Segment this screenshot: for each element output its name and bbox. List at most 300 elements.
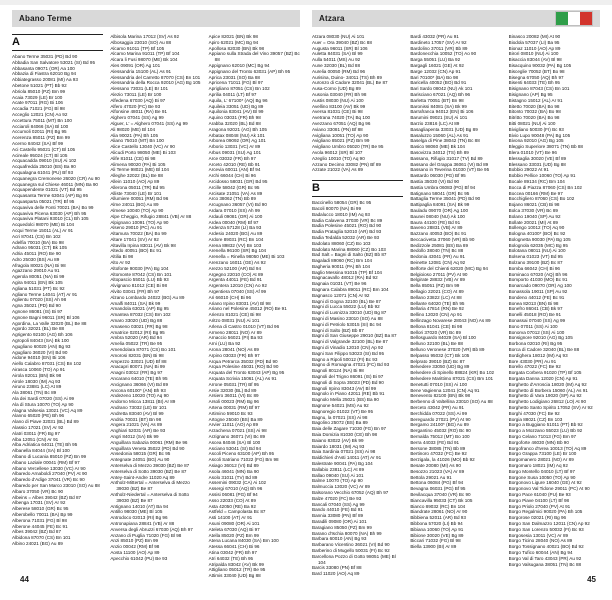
index-entry: Ali 98020 (ME) Bl 104 (110, 126, 156, 132)
index-entry: Bellino 12020 (CN) Ap 91 (410, 312, 463, 318)
index-entry: Alzano Lombardo 24022 (BG) Au 89 (110, 294, 185, 300)
index-entry: Bagnoli di Sopra 35023 (PD) Bd 90 (312, 379, 384, 385)
index-entry: Barcis 33080 (PN) Bf 88 (312, 565, 362, 571)
index-entry: Auronzo di Cadore 32041 (BL) Be 87 (312, 80, 388, 86)
index-entry: Arcisate 21051 (VA) As 89 (208, 190, 263, 196)
index-entry: Bivio Lupo 90048 (PA) Bg 105 (508, 132, 571, 138)
index-entry: Borgomaro 18021 (IM) Aq 92 (508, 462, 568, 468)
index-entry: Alvignano 81012 (CE) Bi 98 (110, 283, 168, 289)
index-entry: Belluno Veronese 37020 (VR) Bb 89 (410, 347, 485, 353)
index-entry: Baura 44100 (FE) Bd 91 (410, 219, 461, 225)
index-entry: Aprilia 04011 (LT) Bf 97 (208, 91, 257, 97)
index-entry: Abbazia di Fiastra 62010 Bg 94 (12, 71, 77, 77)
index-entry: Bitritto 70020 (BA) Bo 98 (508, 115, 560, 121)
index-entry: Blessaglia 30020 (VE) Bf 89 (508, 155, 567, 161)
index-entry: Acquapendente 01021 (VT) Bd 95 (12, 187, 82, 193)
index-entry: Borgo Val di Taro 43043 (PR) Au 92 (508, 555, 582, 561)
index-entry: Bagnolo in Piano 42011 (RE) Bb 91 (312, 391, 385, 397)
index-entry: Bolano 19040 (SP) Au 92 (508, 213, 561, 219)
index-entry: Baccinello 58054 (GR) Bc 95 (312, 200, 372, 206)
index-entry: Arzignano 36071 (VI) Bc 89 (208, 433, 266, 439)
index-entry: Bagni di Lusnizza 33010 (UD) Bg 87 (312, 310, 387, 316)
index-entry: Aune 32030 (BL) Bd 88 (312, 62, 361, 68)
index-entry: Anzi 85010 (PZ) Bm 99 (110, 538, 159, 544)
index-entry: Arezzo 52100 (AR) Bd 94 (208, 265, 262, 271)
index-entry: Aiello Calabro 87031 (CS) Bn 102 (12, 361, 82, 367)
index-entry: Acquaviva Picena 63030 (AP) Bh 95 (12, 210, 87, 216)
index-entry: Borgo Pace 61040 (PU) Be 93 (508, 491, 571, 497)
index-entry: Ari 66010 (CH) Bi 96 (208, 294, 252, 300)
index-entry: Bellosguardo 84029 (SA) Bl 100 (410, 335, 476, 341)
index-entry: Altopascio 55011 (LU) Bb 93 (110, 277, 169, 283)
index-entry: Adro 25030 (BS) Au 89 (12, 256, 60, 262)
index-entry: Aquilonia 83041 (AV) Bl 99 (208, 109, 264, 115)
index-entry: Albeins = Albes 39042 (BZ) Bd 87 (12, 494, 82, 500)
index-entry: Borgonovo Ligure 16040 (GE) At 92 (508, 480, 582, 486)
index-entry: Bagni di Lucca 55022 (LU) Bb 92 (312, 304, 380, 310)
index-entry: Bollengo 10012 (TO) Aq 90 (508, 225, 565, 231)
index-entry: Bagnara Calabra 89011 (RC) Bm 104 (312, 287, 389, 293)
index-entry: Alessandria della Rocca 92010 (AG) Bg 105 (110, 80, 201, 86)
index-entry: Apecchio 61042 (PU) Be 93 (110, 555, 168, 561)
index-entry: Besate 20080 (MI) As 90 (410, 462, 461, 468)
index-entry: Badia Polesine 45021 (RO) Bd 90 (312, 223, 382, 229)
index-entry: Amaro 33020 (UD) Bg 88 (110, 318, 163, 324)
index-entry: Borgofranco d'Ivrea 10013 (TO) Aq 89 (508, 445, 587, 451)
index-entry: Borgo Valsugana 38051 (TN) Bc 88 (508, 561, 582, 567)
index-entry: Alba 12051 (CN) Ar 91 (12, 436, 59, 442)
index-entry: Bisceglie 70052 (BT) Bo 98 (508, 68, 565, 74)
index-entry: Antrodoco 02013 (RI) Bg 96 (110, 515, 168, 521)
index-entry: Ambra 52020 (AR) Bd 94 (110, 335, 162, 341)
left-page-columns (12, 34, 300, 579)
index-entry: Alcamo 91011 (TP) Bf 105 (110, 45, 165, 51)
index-entry: Bagno a Ripoli 50012 (FI) Bc 93 (312, 356, 378, 362)
index-entry: Acquaviva delle Fonti 70021 (BA) Bo 99 (12, 204, 94, 210)
index-entry: Arsie 32030 (BL) Bd 89 (208, 387, 257, 393)
index-entry: Bagni di Masino 23010 (SO) Au 88 (312, 316, 383, 322)
index-entry: Austis 08030 (NU) Ai 100 (312, 97, 364, 103)
index-entry: Ales 09091 (OR) Ag 101 (110, 62, 161, 68)
index-entry: Baglio Messina 91015 (TP) Bf 104 (312, 269, 382, 275)
index-entry: Abbadia San Salvatore 53021 (SI) Bd 95 (12, 59, 95, 65)
index-entry: Borghi 47030 (FC) Be 92 (508, 410, 560, 416)
index-entry: Barletta 70051 (BT) Bn 98 (410, 97, 464, 103)
index-entry: Bocca di Piazza 87060 (CS) Bn 102 (508, 184, 582, 190)
index-entry: Acri 87041 (CS) Bn 102 (12, 233, 61, 239)
index-entry: Alatri 03011 (FR) Bg 97 (12, 430, 60, 436)
index-entry: Borgo Priolo 27040 (PV) At 91 (508, 503, 571, 509)
index-entry: Boccea 00166 (RM) Be 97 (508, 190, 563, 196)
index-entry: Attimis 33040 (UD) Bg 88 (208, 573, 261, 579)
index-entry: Albano Vercellese 13030 (VC) Ar 90 (12, 465, 86, 471)
index-entry: Baragiano 85050 (PZ) Bm 99 (312, 524, 372, 530)
right-page-columns (312, 34, 600, 577)
index-entry: Bella 85051 (PZ) Bm 99 (410, 283, 460, 289)
index-entry: Barzio 23816 (LC) At 89 (410, 120, 460, 126)
index-entry: Albosaggia 23010 (SO) Au 88 (110, 39, 172, 45)
index-entry: Badolato Marina 88060 (CZ) Bo 103 (312, 246, 386, 252)
index-entry: Albenga 17031 (SV) Ar 92 (12, 500, 66, 506)
index-entry: Belluno 32100 (BL) Be 88 (410, 341, 463, 347)
index-entry: Borghetto Santo Spirito 17052 (SV) Ar 92 (508, 405, 593, 410)
index-entry: Ausa-Corno (UD) Bg 89 (312, 86, 361, 92)
index-entry: Antillo 98030 (ME) Bl 105 (110, 509, 163, 515)
index-entry: Bonefro 86041 (CB) Bk 97 (508, 306, 563, 312)
index-entry: Bagni di Salto (BZ) Bb 87 (312, 327, 364, 333)
index-entry: Andorno Micca 13811 (BI) Ar 89 (110, 399, 176, 405)
index-entry: Anguillara Sabazia 00061 (RM) Be 96 (110, 439, 188, 445)
index-entry: Bando 44010 (FE) Bd 91 (312, 507, 363, 513)
index-entry: Argentera 12010 (CN) Ao 92 (208, 283, 267, 289)
right-running-head (312, 10, 600, 27)
index-entry: Asciano 53041 (SI) Bd 94 (208, 445, 262, 451)
index-entry: Ausonia 03040 (FR) Bh 98 (312, 91, 367, 97)
index-entry: Aprigliano 87051 (CS) Bn 102 (208, 86, 270, 92)
index-entry: Appignano del Tronto 63031 (AP) Bh 95 (208, 68, 291, 74)
index-entry: Alba Adriatica 64011 (TE) Bh 95 (12, 442, 78, 448)
index-entry: Azeglio 10010 (TO) Aq 90 (312, 155, 365, 161)
index-entry: Bastia Umbra 06083 (PG) Bf 94 (410, 184, 476, 190)
index-entry: Ala 38061 (TN) Bc 89 (12, 390, 57, 396)
index-entry: Acireale 95024 (CT) Bl 105 (12, 152, 68, 158)
index-entry: Ballao 09040 (SU) Ai 101 (312, 472, 364, 478)
flag-white-band (568, 12, 580, 25)
index-entry: Ardara 07010 (SS) Ah 99 (208, 207, 260, 213)
index-entry: Ampezzo 33021 (UD) Bf 88 (110, 358, 167, 364)
index-entry: Alessano 73031 (LE) Br 101 (110, 86, 169, 92)
index-entry: Bardolino 37011 (VR) Bb 89 (410, 45, 468, 51)
index-entry: Borgo Montello 04010 (LT) Bf 97 (508, 468, 575, 474)
index-entry: Berzigala, la 41026 (MO) Bb 92 (410, 457, 475, 463)
index-entry: Arona 28041 (NO) As 89 (208, 347, 259, 353)
index-entry: Astfeld = Campolasta Bc 87 (208, 509, 266, 515)
index-entry: Ancona 60100* (AN) Bh 93 (110, 387, 166, 393)
index-entry: Aquileia 33051 (UD) Bg 89 (208, 103, 264, 109)
index-entry: Alano di Piave 32031 (BL) Bd 89 (12, 419, 79, 425)
index-entry: Angri 84012 (SA) Bk 99 (110, 433, 159, 439)
index-entry: Barberino di Mugello 50031 (FI) Bc 92 (312, 547, 390, 553)
index-entry: Acquedolci 98070 (ME) Bi 104 (12, 222, 75, 228)
index-entry: Arcevia 60011 (AN) Bf 94 (208, 167, 261, 173)
index-entry: Arcidosso 58031 (GR) Bd 95 (208, 178, 268, 184)
index-entry: Atri 64032 (TE) Bh 95 (208, 555, 254, 561)
index-entry: Anversa degli Abruzzi 67030 (AQ) Bh 97 (110, 526, 193, 532)
index-entry: Bolognola 62035 (MC) Bg 95 (508, 242, 568, 248)
index-entry: Bisaccia 83044 (AV) Bl 98 (508, 57, 562, 63)
index-entry: Balze 47020 (FC) Be 93 (312, 495, 362, 501)
flag-green-band (556, 12, 568, 25)
index-entry: Bonorva 07012 (SS) Ai 100 (508, 329, 565, 335)
index-entry: Belpasso 95032 (CT) Bk 105 (410, 352, 470, 358)
index-entry: Asti 14100 (AT) Ar 91 (208, 515, 253, 521)
index-entry: Basovizza 34012 (TS) Bh 89 (410, 149, 469, 155)
index-entry: Binasco 20082 (MI) At 90 (508, 34, 561, 39)
index-entry: Amelia 05022 (TR) Be 95 (110, 341, 163, 347)
flag-red-band (580, 12, 592, 25)
index-entry: Apricena 71011 (FG) Bl 97 (208, 80, 263, 86)
index-entry: Alicudi Porto 98050 (ME) Bi 103 (110, 149, 176, 155)
section-letter: A (12, 34, 103, 51)
index-entry: Agnone Bagni 96011 (SR) Bl 106 (12, 314, 80, 320)
index-entry: Badia Tedalda 52032 (AR) Be 93 (312, 234, 380, 240)
left-running-head (12, 10, 300, 27)
index-entry: Basico 98060 (ME) Bk 104 (410, 144, 465, 150)
index-entry: Aci Castello 95021 (CT) Bl 105 (12, 146, 76, 152)
index-entry: Attigliano 05012 (TR) Be 95 (208, 567, 266, 573)
right-page (312, 10, 600, 590)
index-entry: Bagni di Vinadio 12010 (CN) Ap 92 (312, 345, 384, 351)
index-entry: Belforte del Chienti 62020 (MC) Bg 94 (410, 265, 488, 271)
index-entry: Borghetto di Borbera 15060 (AL) As 91 (508, 387, 588, 393)
index-entry: Bomba 66042 (CH) Bi 96 (508, 265, 560, 271)
index-entry: Ancarano 64010 (TE) Bh 95 (110, 376, 168, 382)
index-entry: Bagaladi 89060 (RC) Bm 104 (312, 258, 373, 264)
index-entry: Archi 66044 (CH) Bi 96 (208, 173, 256, 179)
index-entry: Albano Laziale 00041 (RM) Bf 97 (12, 459, 80, 465)
index-entry: Argegno 22010 (CO) At 89 (208, 271, 264, 277)
index-entry: Argentiera 07040 (SS) Af 99 (208, 289, 267, 295)
index-entry: Anagni 03012 (FR) Bg 97 (110, 370, 163, 376)
index-entry: Bocchigliero 87060 (CS) Bo 102 (508, 196, 575, 202)
index-entry: Arce 03032 (FR) Bh 97 (208, 155, 256, 161)
index-entry: Baia delle Zagare 71030 (FG) Bn 97 (312, 426, 387, 432)
index-entry: Agrigento 92100 (AG) Bh 106 (12, 332, 73, 338)
index-entry: Bagnaia 01031 (VT) Be 96 (312, 281, 367, 287)
index-entry: Bono 07011 (SS) Ai 100 (508, 323, 558, 329)
index-entry: Arpino 03033 (FR) Bh 97 (208, 352, 260, 358)
index-entry: Aliano 75010 (MT) Bn 100 (110, 138, 164, 144)
index-entry: Asolo 31011 (TV) Bd 89 (208, 474, 258, 480)
index-entry: Allumiere 00051 (RM) Bd 96 (110, 196, 169, 202)
index-entry: Bagnasco 12071 (CN) Ar 92 (312, 292, 370, 298)
index-entry: Bolzano 39100 (BZ) Bc 87 (508, 260, 563, 266)
index-entry: Bitti 08021 (NU) Ai 100 (508, 120, 556, 126)
index-entry: Asiago 36012 (VI) Bd 89 (208, 462, 259, 468)
index-entry: Aviano 33081 (PN) Bf 88 (312, 126, 363, 132)
index-entry: Bibbiena 52011 (AR) Bd 93 (410, 515, 466, 521)
index-entry: Baia Domizia 81030 (CE) Bh 98 (312, 432, 378, 437)
index-entry: Arquata Scrivia 15061 (AL) As 91 (208, 376, 277, 382)
index-entry: Agropoli 84043 (SA) Bk 100 (12, 338, 69, 344)
index-entry: Borgia 88021 (CZ) Bn 103 (508, 416, 563, 422)
index-entry: Albanella 84044 (SA) Bl 100 (12, 448, 70, 454)
index-entry: Agna 35021 (PD) Bd 90 (12, 303, 61, 309)
index-entry: Abbiategrasso 20081 (MI) Aa 93 (12, 77, 78, 83)
index-entry: Assemini 09032 (CA) Ai 102 (208, 480, 267, 486)
index-entry: Bard 11020 (AO) Aq 89 (312, 571, 360, 577)
index-entry: Baia Sardinia 07021 (SS) Ai 98 (312, 449, 376, 455)
index-entry: Bibiana 10060 (TO) Ap 91 (410, 526, 464, 532)
index-entry: Bardonecchia 10052 (TO) Ao 90 (410, 51, 477, 57)
index-entry: Baronissi 84081 (SA) Bk 99 (410, 103, 467, 109)
index-entry: Arenella = Rinella 98050 (ME) Bi 103 (208, 254, 285, 260)
index-entry: Arnaccio 56021 (PI) Ba 93 (208, 335, 263, 341)
index-entry: Alagna Valsesia 13021 (VC) Aq 89 (12, 407, 83, 413)
index-entry: Bassano, Rifugio 31017 (TV) Bd 89 (410, 155, 483, 161)
index-entry: Acquanegra sul Chiese 46011 (MN) Ba 90 (12, 181, 98, 187)
index-entry: Borgonovo Val Tidone 29011 (PC) At 90 (508, 486, 590, 492)
index-entry: Albidona 87070 (CS) Bn 101 (12, 535, 71, 541)
index-entry: Alpe Cheggio, Rifugio 28841 (VB) Ar 88 (110, 213, 192, 219)
index-entry: Alfedena 67030 (AQ) Bi 97 (110, 97, 166, 103)
index-entry: Berceto 43042 (PR) Au 91 (410, 405, 464, 410)
index-entry: Arbatax 08048 (NU) Ak 101 (208, 132, 265, 138)
index-entry: Bleggio Superiore 38071 (TN) Bb 88 (508, 144, 583, 150)
index-entry: Bagni di San Giuseppe 29010 (BZ) Ba 87 (312, 333, 397, 339)
index-entry: Alvito 03041 (FR) Bh 97 (110, 289, 160, 295)
index-entry: Baunei 08040 (NU) Ak 100 (410, 213, 465, 219)
index-entry: Altare 17041 (SV) Ar 92 (110, 236, 159, 242)
index-entry: Bedonia 43041 (PR) Au 91 (410, 254, 465, 260)
index-entry: Ascoli Piceno 63100 (AP) Bh 95 (208, 451, 275, 457)
index-entry: Agugliaro 36020 (VI) Bd 90 (12, 349, 68, 355)
index-entry: Alcara li Fusi 98070 (ME) Bk 104 (110, 57, 178, 63)
index-entry: Bivona 92010 (AG) Bg 105 (508, 138, 564, 144)
index-entry: Biodola 57037 (LI) Ba 95 (508, 39, 560, 45)
index-entry: Atessa 66041 (CH) Bi 96 (208, 544, 260, 550)
index-entry: Bonea 82013 (BN) Bi 98 (508, 300, 559, 306)
index-entry: Borgo Piave 04100 (LT) Bf 98 (508, 497, 570, 503)
index-entry: Belvedere Marittimo 87021 (CS) Bm 101 (410, 376, 494, 382)
index-entry: Bettona 06084 (PG) Bf 94 (410, 480, 464, 486)
index-entry: Ardore 89031 (RC) Bn 104 (208, 236, 264, 242)
index-entry: Aquila, L' 67100* (AQ) Bg 96 (208, 97, 268, 103)
index-entry: Borgo a Buggiano 51011 (PT) Bb 92 (508, 422, 583, 428)
index-entry: Alessandria del Carretto 87070 (CS) Bn 101 (110, 74, 201, 80)
index-entry: Bonassai 07040 (SS) Ag 99 (508, 318, 566, 324)
index-entry: Bertinoro 47032 (FC) Be 92 (410, 451, 467, 457)
index-entry: Bonassola 19011 (SP) Au 92 (508, 289, 568, 295)
index-entry: Aidone 94010 (EN) Bi 106 (12, 355, 66, 361)
index-entry: Bibbona 57020 (LI) Bb 94 (410, 520, 463, 526)
index-entry: Alberona 71031 (FG) Bl 98 (12, 517, 67, 523)
index-entry: Albaredo Arnaboldi 27040 (PV) At 90 (12, 471, 88, 477)
index-entry: Badia Calavena 37030 (VR) Bc 89 (312, 217, 383, 223)
index-entry: Bobbio Pellice 10060 (TO) Ap 91 (508, 173, 576, 179)
index-entry: Adelfia 70010 (BA) Bo 98 (12, 239, 64, 245)
index-entry: Ala di Stura 10070 (TO) Ap 90 (12, 401, 74, 407)
index-entry: Bolsena 01023 (VT) Bd 95 (508, 254, 563, 260)
index-entry: Amaseno 03021 (FR) Bg 98 (110, 323, 168, 329)
index-entry: Agerola 80051 (NA) Bi 99 (12, 274, 65, 280)
index-entry: Arenella 96100 (SR) Bg 104 (208, 248, 267, 254)
index-entry: Acceglio 12021 (CN) Ao 92 (12, 111, 68, 117)
index-entry: Agira 94011 (EN) Bk 105 (12, 280, 63, 286)
index-entry: Bardi 43032 (PR) Au 91 (410, 34, 459, 39)
index-entry: Barumini 09021 (SU) Ai 101 (410, 115, 468, 121)
index-entry: Alfonsine 48011 (RA) Be 91 (110, 109, 167, 115)
index-entry: Bobbio 29022 At 91 (508, 167, 549, 173)
index-entry: Andria 70031 (BT) Bn 98 (110, 416, 162, 422)
index-entry: Acerenza 85011 (PZ) Bm 99 (12, 135, 70, 141)
index-entry: Arabba 32020 (BL) Bd 88 (208, 120, 261, 126)
index-entry: Asola 46041 (MN) Ba 90 (208, 468, 259, 474)
index-entry: Biandrate 28061 (NO) Ar 90 (410, 509, 468, 515)
index-entry: Avola 96012 (SR) Bl 107 (312, 149, 363, 155)
index-entry: Bagheria 90011 (PA) Bh 104 (312, 263, 371, 269)
index-entry: Bolotana 08011 (NU) Ai 100 (508, 248, 566, 254)
index-entry: Arzachena 07021 (SS) Ai 98 (208, 428, 267, 434)
index-entry: Bagnoregio 01022 (VT) Be 95 (312, 408, 374, 414)
index-entry: Anzio 00042 (RM) Bf 98 (110, 544, 160, 550)
index-entry: Battaglia Terme 35041 (PD) Bd 90 (410, 196, 481, 202)
index-entry: Bocale 89134 (RC) Bm 104 (508, 178, 565, 184)
index-entry: Bominaco 67020 (AQ) Bh 96 (508, 271, 568, 277)
index-entry: Antignano 14010 (AT) Ba 94 (110, 503, 169, 509)
index-entry: Arenzano 16011 (GE) As 92 (208, 260, 266, 266)
index-entry: Acquaviva Platani 93010 (CL) Bh 105 (12, 216, 89, 222)
index-entry: Aurelia 00050 (RM) Bd 96 (312, 68, 366, 74)
index-entry: Atella 85020 (PZ) Bm 99 (208, 532, 259, 538)
index-entry: Borgo Grappa 73100 (LE) Br 100 (508, 451, 577, 457)
index-entry: Besozzo 21023 (VA) Ar 89 (410, 468, 465, 474)
index-entry: Blessano 33031 (UD) Bg 88 (508, 161, 566, 167)
index-entry: Abetone 51021 (PT) Bb 92 (12, 82, 67, 88)
index-entry: Bolca 37030 (VR) Bc 89 (508, 207, 558, 213)
index-entry: Auletta 84031 (SA) Bl 99 (312, 51, 363, 57)
index-entry: Alfero 47020 (FC) Be 93 (110, 103, 161, 109)
index-entry: Acqui Terme 15011 (AL) Ar 91 (12, 227, 74, 233)
index-entry: Bergamo 24100* (BG) Au 89 (410, 422, 469, 428)
index-entry: Bastia 35030 (VI) Bd 90 (410, 178, 460, 184)
index-entry: Arcugnano 36057 (VI) Bd 90 (208, 202, 267, 208)
index-entry: Borgo San Lorenzo 50032 (FI) Bc 93 (508, 526, 584, 532)
index-entry: Alassio 17021 (SV) Ar 92 (12, 425, 64, 430)
index-entry: Bannia 33080 (PN) Bf 89 (312, 513, 364, 519)
index-entry: Arvier 11011 (AO) Ap 89 (208, 422, 259, 428)
index-entry: Bellante 64020 (TE) Bh 95 (410, 300, 465, 306)
index-entry: Artimino 59010 Bc 93 (208, 410, 253, 416)
index-entry: Aosta 11100 (AO) Ap 89 (110, 549, 160, 555)
index-entry: Balestrate 90041 (PA) Bg 104 (312, 460, 373, 466)
index-entry: Baiano 83022 (AV) Bk 99 (312, 437, 364, 443)
index-entry: Arena 89832 (VV) Bn 103 (208, 242, 262, 248)
index-entry: Berra 44033 (FE) Bd 91 (410, 439, 460, 445)
index-entry: Baldichieri d'Asti 14011 (AT) Ar 91 (312, 455, 382, 461)
index-entry: Aragona 92021 (AG) Bh 105 (208, 126, 267, 132)
index-entry: Avezzano 67051 (AQ) Bg 96 (312, 120, 371, 126)
index-entry: Argenta 44011 (FE) Bd 91 (208, 277, 262, 283)
index-entry: Belprato 39010 (BZ) Bc 87 (410, 358, 465, 364)
index-entry: Aprica 23031 (SO) Ba 88 (208, 74, 260, 80)
index-entry: Agliana 51031 (PT) Bc 92 (12, 285, 65, 291)
index-entry: Atripalda 83042 (AV) Bk 99 (208, 561, 264, 567)
index-entry: Bagni di Gogna 32100 (BL) Be 87 (312, 298, 381, 304)
index-entry: Bassano in Teverina 01030 (VT) Be 95 (410, 167, 490, 173)
index-entry: Basagliapenta 33031 (UD) Bg 89 (410, 126, 478, 132)
index-entry: Borgo Ticino 28040 (NO) As 89 (508, 538, 573, 544)
index-entry: Baiardo 18031 (IM) Aq 93 (312, 443, 365, 449)
index-entry: Balme 10070 (TO) Ap 90 (312, 478, 363, 484)
index-entry: Barano d'Ischia 80070 (NA) Bh 99 (312, 530, 382, 536)
index-entry: Bondeno 44012 (FE) Bc 91 (508, 294, 565, 300)
index-entry: Airasca 10060 (TO) Ap 91 (12, 367, 66, 373)
index-entry: Bad Salt = Bagni di Salto (BZ) Bb 87 (312, 252, 387, 258)
index-entry: Agliano Terme 14041 (AT) Ar 91 (12, 291, 78, 297)
index-entry: Bastardo 06030 (PG) Bf 95 (410, 173, 466, 179)
index-entry: Bagnacavallo 48012 (RA) Bd 92 (312, 275, 378, 281)
index-entry: Berbenno di Valtellina 23010 (SO) Au 88 (410, 399, 493, 405)
index-entry: Arqua Petrarca 35032 (PD) Bd 90 (208, 358, 278, 364)
index-entry: Barcellona Pozzo di Gotto 98051 (ME) Bl 104 (312, 553, 396, 565)
index-entry: Borbona 02010 (RI) Bg 95 (508, 341, 563, 347)
index-entry: Allerona 05011 (TR) Bd 95 (110, 184, 165, 190)
index-entry: Altofonte 90030 (PA) Bg 104 (110, 265, 169, 271)
index-entry: Basaluzzo 15060 (AL) As 91 (410, 132, 469, 138)
index-entry: Berchidda 07022 (SS) Ai 99 (410, 410, 468, 416)
index-entry: Bacoli 80070 (NA) Bi 99 (312, 205, 362, 211)
